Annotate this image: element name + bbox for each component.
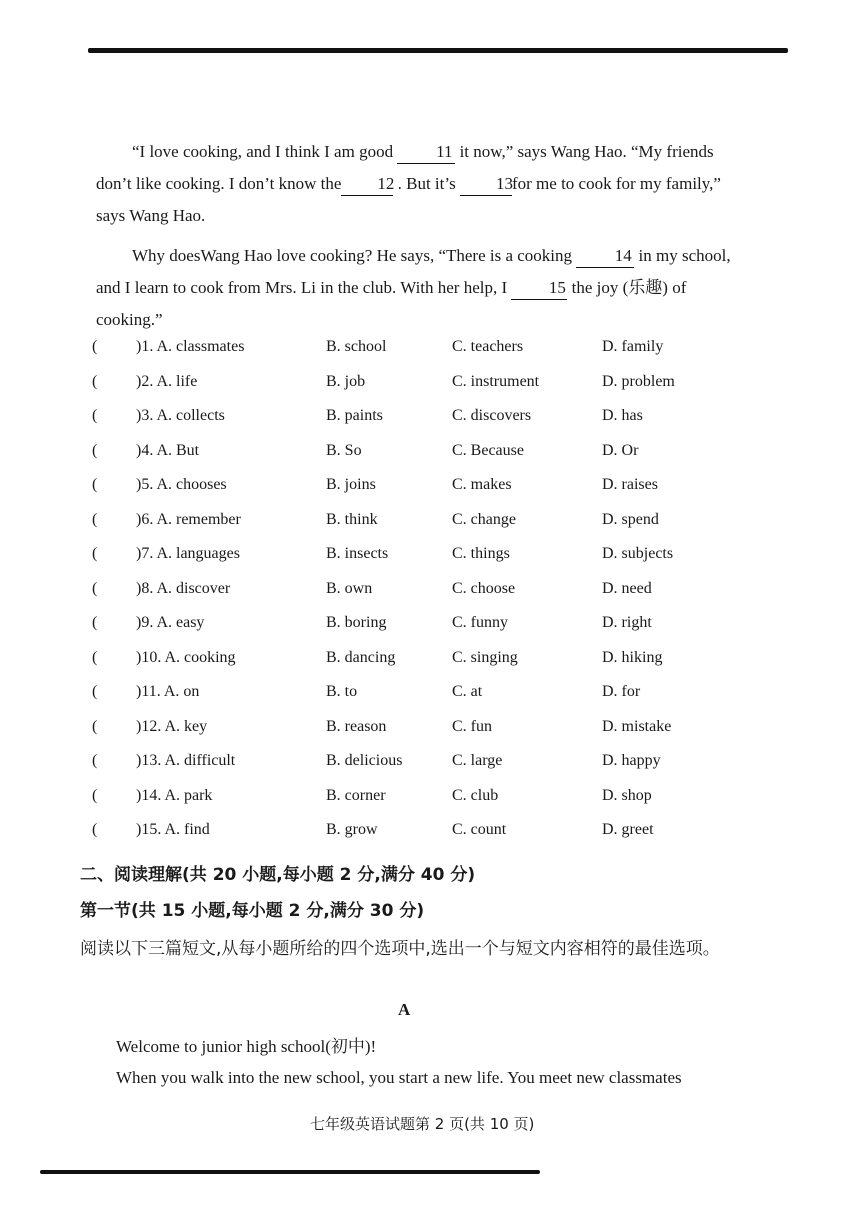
question-option-d: D. need xyxy=(602,579,652,597)
question-option-a: )2. A. life xyxy=(136,372,198,390)
question-option-a: )4. A. But xyxy=(136,441,200,459)
question-option-c: C. large xyxy=(452,752,503,769)
question-option-c: C. at xyxy=(452,683,483,700)
question-option-b: B. delicious xyxy=(326,752,403,769)
answer-paren: ( xyxy=(92,683,98,700)
question-option-b: B. So xyxy=(326,441,362,459)
question-row xyxy=(92,821,752,856)
question-option-b: B. dancing xyxy=(326,648,396,666)
passage-text: Why doesWang Hao love cooking? He says, “There is a cooking xyxy=(132,246,573,265)
question-option-c: C. teachers xyxy=(452,338,524,355)
question-option-c: C. things xyxy=(452,545,510,562)
question-option-a: )6. A. remember xyxy=(136,510,241,528)
question-row xyxy=(92,407,752,442)
question-row xyxy=(92,442,752,477)
passage-letter: A xyxy=(398,1000,411,1019)
passage-text: “I love cooking, and I think I am good xyxy=(132,142,394,161)
question-option-c: C. fun xyxy=(452,717,492,735)
question-option-a: )7. A. languages xyxy=(136,545,240,562)
question-option-d: D. subjects xyxy=(602,545,674,562)
question-row xyxy=(92,373,752,408)
question-option-a: )5. A. chooses xyxy=(136,476,227,493)
question-option-b: B. to xyxy=(326,683,358,700)
question-row xyxy=(92,649,752,684)
answer-paren: ( xyxy=(92,441,98,459)
question-row xyxy=(92,718,752,753)
question-row xyxy=(92,683,752,718)
answer-paren: ( xyxy=(92,717,98,735)
section-heading: 二、阅读理解(共 20 小题,每小题 2 分,满分 40 分) xyxy=(80,865,476,885)
question-option-d: D. raises xyxy=(602,476,658,493)
question-option-b: B. boring xyxy=(326,614,387,631)
question-option-b: B. reason xyxy=(326,717,387,735)
blank-12: 12 xyxy=(341,173,393,196)
instructions: 阅读以下三篇短文,从每小题所给的四个选项中,选出一个与短文内容相符的最佳选项。 xyxy=(80,939,720,959)
question-option-d: D. happy xyxy=(602,752,661,769)
question-row xyxy=(92,476,752,511)
passage-text: for me to cook for my family,” says Wang Hao. xyxy=(96,174,721,225)
question-option-d: D. right xyxy=(602,614,652,631)
question-option-a: )8. A. discover xyxy=(136,579,231,597)
question-option-c: C. instrument xyxy=(452,372,540,390)
question-option-a: )13. A. difficult xyxy=(136,752,236,769)
question-row xyxy=(92,338,752,373)
question-option-d: D. family xyxy=(602,338,664,355)
question-option-a: )15. A. find xyxy=(136,821,210,838)
question-option-a: )10. A. cooking xyxy=(136,648,236,666)
passage-text: in my school, and I learn to cook from Mrs. Li in the club. With her help, I xyxy=(96,246,731,297)
answer-paren: ( xyxy=(92,407,98,424)
question-option-c: C. count xyxy=(452,821,507,838)
subsection-heading: 第一节(共 15 小题,每小题 2 分,满分 30 分) xyxy=(80,901,425,921)
question-list xyxy=(92,338,752,856)
answer-paren: ( xyxy=(92,510,98,528)
question-row xyxy=(92,787,752,822)
question-option-d: D. Or xyxy=(602,441,639,459)
question-row xyxy=(92,614,752,649)
question-option-d: D. problem xyxy=(602,372,675,390)
question-option-c: C. discovers xyxy=(452,407,532,424)
page-footer: 七年级英语试题第 2 页(共 10 页) xyxy=(310,1115,535,1133)
answer-paren: ( xyxy=(92,579,98,597)
question-option-c: C. singing xyxy=(452,648,518,666)
question-option-c: C. change xyxy=(452,510,516,528)
question-option-a: )14. A. park xyxy=(136,786,213,804)
question-row xyxy=(92,580,752,615)
question-option-a: )11. A. on xyxy=(136,683,200,700)
answer-paren: ( xyxy=(92,545,98,562)
question-option-c: C. makes xyxy=(452,476,512,493)
blank-11: 11 xyxy=(397,141,455,164)
question-option-b: B. school xyxy=(326,338,387,355)
answer-paren: ( xyxy=(92,752,98,769)
passage-text: the joy (乐趣) of cooking.” xyxy=(96,278,687,329)
blank-13: 13 xyxy=(460,173,512,196)
question-option-c: C. Because xyxy=(452,441,524,459)
top-rule xyxy=(88,48,788,53)
question-option-a: )1. A. classmates xyxy=(136,338,245,355)
question-option-a: )9. A. easy xyxy=(136,614,205,631)
answer-paren: ( xyxy=(92,821,98,838)
question-option-c: C. club xyxy=(452,786,499,804)
question-option-d: D. shop xyxy=(602,786,652,804)
question-option-a: )3. A. collects xyxy=(136,407,225,424)
answer-paren: ( xyxy=(92,614,98,631)
answer-paren: ( xyxy=(92,338,98,355)
question-option-b: B. own xyxy=(326,579,373,597)
blank-14: 14 xyxy=(576,245,634,268)
blank-15: 15 xyxy=(511,277,567,300)
passage-text: it now,” says Wang Hao. “My friends don’t like cooking. I don’t know the xyxy=(96,142,714,193)
question-row xyxy=(92,511,752,546)
question-option-b: B. think xyxy=(326,510,378,528)
question-option-d: D. spend xyxy=(602,510,659,528)
question-option-b: B. corner xyxy=(326,786,386,804)
question-option-b: B. insects xyxy=(326,545,389,562)
question-option-b: B. joins xyxy=(326,476,376,493)
question-option-b: B. paints xyxy=(326,407,383,424)
answer-paren: ( xyxy=(92,476,98,493)
passage-text: . But it’s xyxy=(397,174,456,193)
passage-a-line-1: Welcome to junior high school(初中)! xyxy=(116,1037,377,1056)
answer-paren: ( xyxy=(92,372,98,390)
question-option-c: C. choose xyxy=(452,579,516,597)
question-option-a: )12. A. key xyxy=(136,717,208,735)
bottom-rule xyxy=(40,1170,540,1174)
question-option-b: B. grow xyxy=(326,821,378,838)
passage-paragraph-2 xyxy=(96,240,746,336)
passage-paragraph-1 xyxy=(96,136,746,232)
question-option-d: D. mistake xyxy=(602,717,672,735)
question-option-d: D. hiking xyxy=(602,648,663,666)
passage-a-line-2: When you walk into the new school, you start a new life. You meet new classmates xyxy=(116,1068,682,1087)
answer-paren: ( xyxy=(92,786,98,804)
answer-paren: ( xyxy=(92,648,98,666)
question-option-b: B. job xyxy=(326,372,366,390)
question-option-d: D. has xyxy=(602,407,643,424)
question-row xyxy=(92,545,752,580)
question-row xyxy=(92,752,752,787)
question-option-d: D. greet xyxy=(602,821,654,838)
question-option-d: D. for xyxy=(602,683,641,700)
question-option-c: C. funny xyxy=(452,614,508,631)
